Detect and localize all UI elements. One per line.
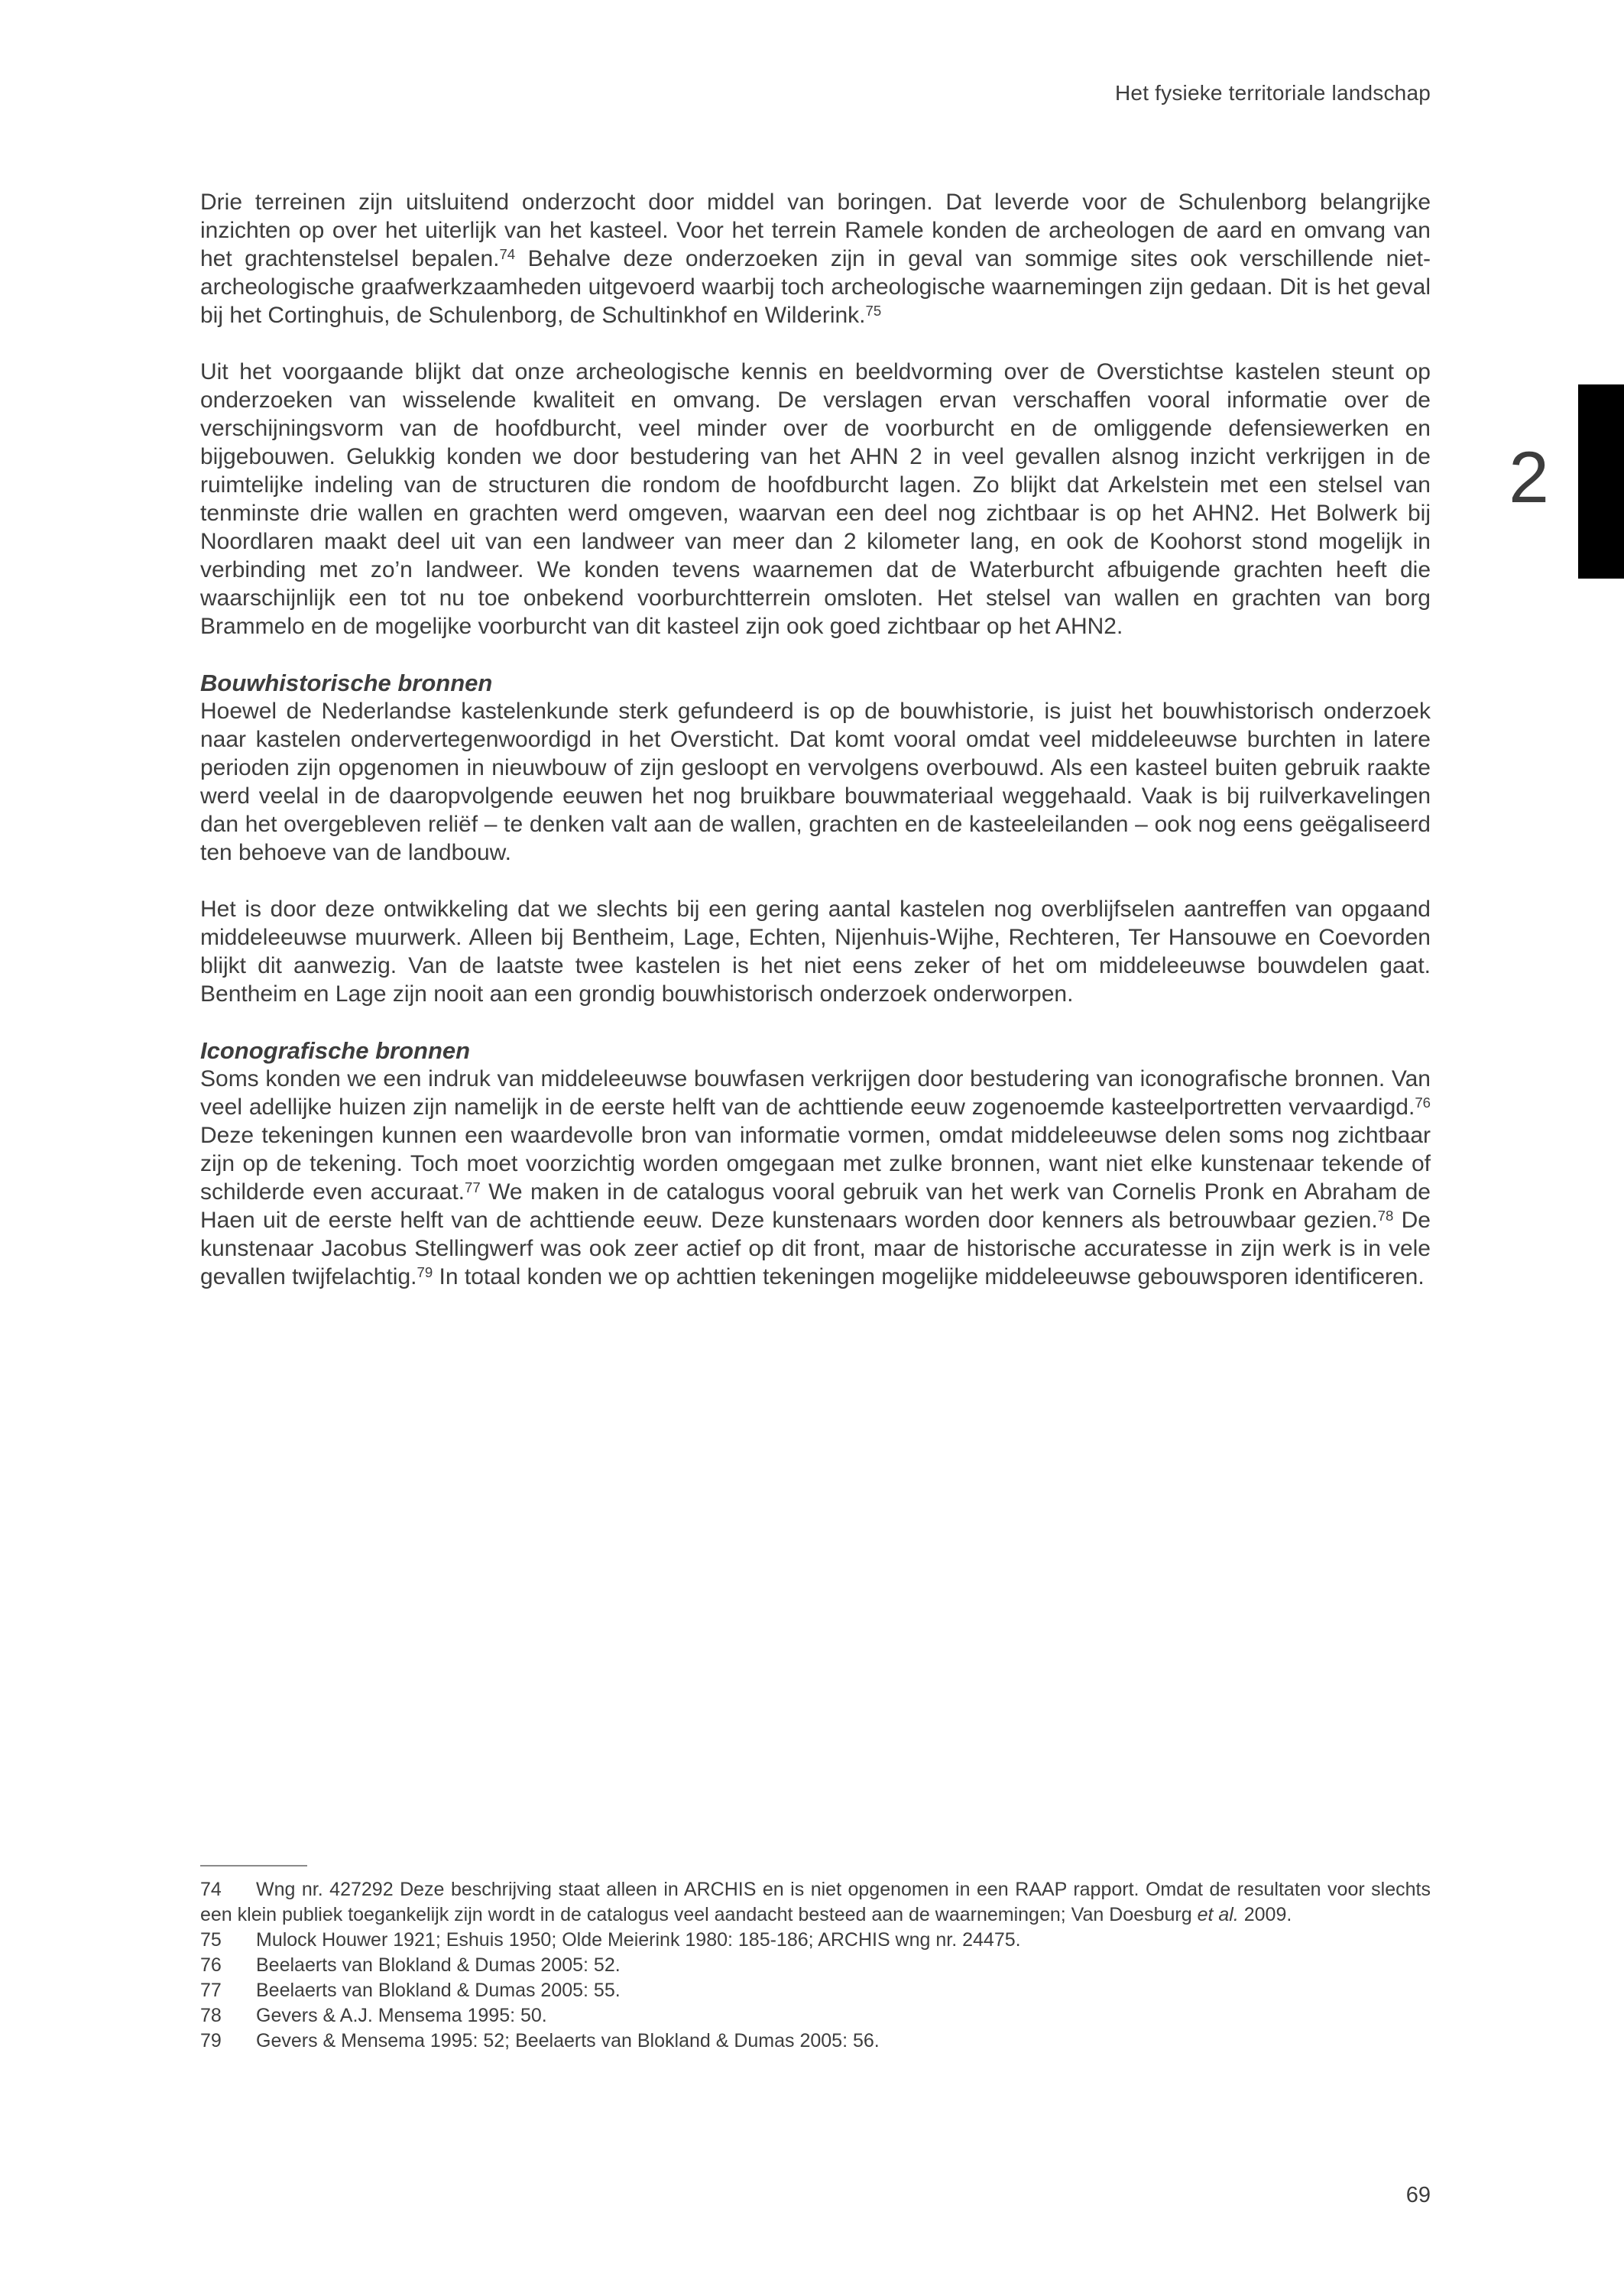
footnote-text: Gevers & A.J. Mensema 1995: 50. [256,2005,547,2026]
footnote-76 [200,1953,1431,1978]
paragraph-text: Soms konden we een indruk van middeleeuwse bouwfasen verkrijgen door bestudering van iconografische bronnen. Van veel adellijke huizen zijn namelijk in de eerste helft van de achttiende eeuw zogenoemde kasteelportretten vervaardigd. [200,1066,1431,1120]
footnotes-section [200,1865,1431,2054]
footnote-divider [200,1865,307,1867]
paragraph-2: Uit het voorgaande blijkt dat onze archeologische kennis en beeldvorming over de Overstichtse kastelen steunt op onderzoeken van wisselende kwaliteit en omvang. De verslagen ervan verschaffen vooral informatie over de verschijningsvorm van de hoofdburcht, veel minder over de voorburcht en de omliggende defensiewerken en bijgebouwen. Gelukkig konden we door bestudering van het AHN 2 in veel gevallen alsnog inzicht verkrijgen in de ruimtelijke indeling van de structuren die rondom de hoofdburcht lagen. Zo blijkt dat Arkelstein met een stelsel van tenminste drie wallen en grachten werd omgeven, waarvan een deel nog zichtbaar is op het AHN2. Het Bolwerk bij Noordlaren maakt deel uit van een landweer van meer dan 2 kilometer lang, en ook de Koohorst stond mogelijk in verbinding met zo’n landweer. We konden tevens waarnemen dat de Waterburcht afbuigende grachten heeft die waarschijnlijk een tot nu toe onbekend voorburchtterrein omsloten. Het stelsel van wallen en grachten van borg Brammelo en de mogelijke voorburcht van dit kasteel zijn ook goed zichtbaar op het AHN2. [200,359,1431,639]
footnote-ref-75: 75 [865,302,882,319]
paragraph-4: Het is door deze ontwikkeling dat we slechts bij een gering aantal kastelen nog overblijfselen aantreffen van opgaand middeleeuwse muurwerk. Alleen bij Bentheim, Lage, Echten, Nijenhuis-Wijhe, Rechteren, Ter Hansouwe en Coevorden blijkt dit aanwezig. Van de laatste twee kastelen is het niet eens zeker of het om middeleeuwse bouwdelen gaat. Bentheim en Lage zijn nooit aan een grondig bouwhistorisch onderzoek onderworpen. [200,897,1431,1007]
footnote-number: 79 [200,2030,222,2051]
footnote-75 [200,1928,1431,1953]
main-text [200,188,1431,1291]
footnote-text: 2009. [1238,1904,1292,1925]
paragraph-text: We maken in de catalogus vooral gebruik van het werk van Cornelis Pronk en Abraham de Haen uit de eerste helft van de achttiende eeuw. Deze kunstenaars worden door kenners als betrouwbaar gezien. [200,1179,1431,1233]
paragraph-text: Drie terreinen zijn uitsluitend onderzocht door middel van boringen. Dat leverde voor de Schulenborg belangrijke inzichten op over het uiterlijk van het kasteel. Voor het terrein Ramele konden de archeologen de aard en omvang van het grachtenstelsel bepalen. [200,190,1431,271]
page-number: 69 [1405,2183,1431,2207]
footnote-79 [200,2029,1431,2054]
footnote-number: 74 [200,1879,222,1900]
footnote-74 [200,1877,1431,1928]
footnote-text: Mulock Houwer 1921; Eshuis 1950; Olde Meierink 1980: 185-186; ARCHIS wng nr. 24475. [256,1929,1021,1951]
footnote-text: Gevers & Mensema 1995: 52; Beelaerts van Blokland & Dumas 2005: 56. [256,2030,880,2051]
footnote-text: Beelaerts van Blokland & Dumas 2005: 52. [256,1954,621,1976]
paragraph-5 [200,1065,1431,1291]
footnote-ref-74: 74 [499,245,516,262]
footnote-number: 77 [200,1980,222,2001]
footnote-77 [200,1978,1431,2003]
footnote-text: Beelaerts van Blokland & Dumas 2005: 55. [256,1980,621,2001]
footnote-text-italic: et al. [1197,1904,1239,1925]
footnote-text: Wng nr. 427292 Deze beschrijving staat alleen in ARCHIS en is niet opgenomen in een RAAP rapport. Omdat de resultaten voor slechts een klein publiek toegankelijk zijn wordt in de catalogus veel aandacht besteed aan de waarnemingen; Van Doesburg [200,1879,1431,1925]
footnote-78 [200,2003,1431,2029]
paragraph-text: In totaal konden we op achttien tekeningen mogelijke middeleeuwse gebouwsporen identificeren. [433,1264,1425,1289]
paragraph-3: Hoewel de Nederlandse kastelenkunde sterk gefundeerd is op de bouwhistorie, is juist het bouwhistorisch onderzoek naar kastelen ondervertegenwoordigd in het Oversticht. Dat komt vooral omdat veel middeleeuwse burchten in latere perioden zijn opgenomen in nieuwbouw of zijn gesloopt en vervolgens overbouwd. Als een kasteel buiten gebruik raakte werd veelal in de daaropvolgende eeuwen het nog bruikbare bouwmateriaal weggehaald. Vaak is bij ruilverkavelingen dan het overgebleven reliëf – te denken valt aan de wallen, grachten en de kasteeleilanden – ook nog eens geëgaliseerd ten behoeve van de landbouw. [200,699,1431,865]
section-heading-iconografische-bronnen: Iconografische bronnen [200,1037,471,1064]
footnote-number: 78 [200,2005,222,2026]
paragraph-text: Deze tekeningen kunnen een waardevolle bron van informatie vormen, omdat middeleeuwse delen soms nog zichtbaar zijn op de tekening. Toch moet voorzichtig worden omgegaan met zulke bronnen, want niet elke kunstenaar tekende of schilderde even accuraat. [200,1123,1431,1205]
footnote-ref-79: 79 [417,1263,433,1280]
footnote-number: 76 [200,1954,222,1976]
section-heading-bouwhistorische-bronnen: Bouwhistorische bronnen [200,670,493,696]
footnote-ref-76: 76 [1415,1094,1431,1111]
paragraph-text: Behalve deze onderzoeken zijn in geval van sommige sites ook verschillende niet-archeologische graafwerkzaamheden uitgevoerd waarbij toch archeologische waarnemingen zijn gedaan. Dit is het geval bij het Cortinghuis, de Schulenborg, de Schultinkhof en Wilderink. [200,246,1431,328]
chapter-number: 2 [1509,437,1549,518]
footnote-ref-78: 78 [1377,1207,1394,1224]
running-header: Het fysieke territoriale landschap [1115,81,1431,105]
footnote-number: 75 [200,1929,222,1951]
paragraph-1 [200,188,1431,329]
paragraph-text: De kunstenaar Jacobus Stellingwerf was ook zeer actief op dit front, maar de historische accuratesse in zijn werk is in vele gevallen twijfelachtig. [200,1208,1431,1289]
footnote-ref-77: 77 [465,1179,481,1195]
chapter-tab [1578,384,1624,579]
